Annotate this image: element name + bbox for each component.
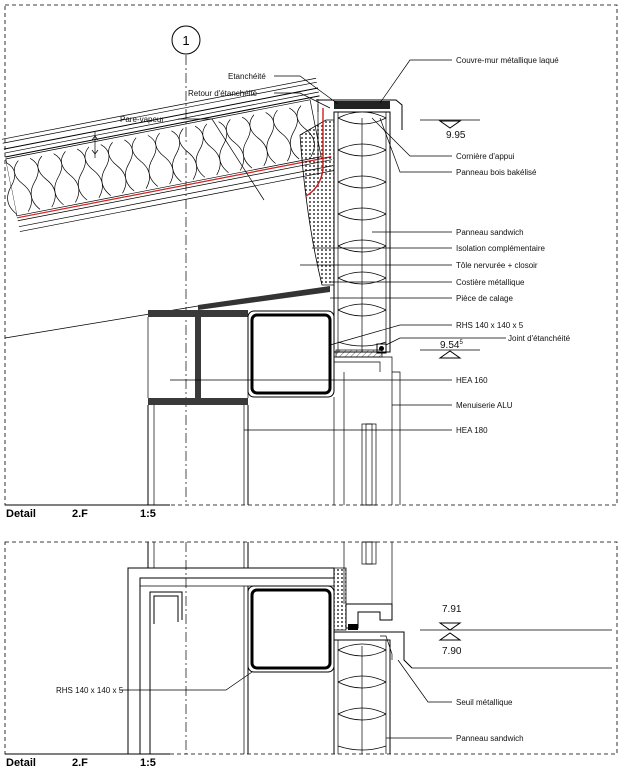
detail-top-label: Detail [6,508,36,520]
label-retour-etancheite: Retour d'étanchéité [188,89,258,98]
level-marker-top [420,120,480,141]
label-piece-calage: Pièce de calage [456,294,513,303]
rhs-section-bottom [248,586,334,672]
detail-top-scale: 1:5 [140,508,156,520]
label-etancheite: Etanchéité [228,72,266,81]
sealing-joint [336,350,382,357]
label-corniere: Cornière d'appui [456,152,515,161]
detail-bottom-scale: 1:5 [140,757,156,769]
label-panneau-sandwich-top: Panneau sandwich [456,228,524,237]
label-panneau-bois: Panneau bois bakélisé [456,168,537,177]
label-costiere: Costière métallique [456,278,525,287]
level-marker-bottom [420,340,480,358]
rhs-section-top [248,311,334,397]
label-pare-vapeur: Pare-vapeur [120,115,165,124]
label-seuil: Seuil métallique [456,698,513,707]
detail-bottom-label: Detail [6,757,36,769]
level-markers-bottom [412,604,612,668]
hea160-beam [148,310,248,405]
label-rhs-bottom: RHS 140 x 140 x 5 [56,686,124,695]
detail-top [0,5,617,520]
label-joint: Joint d'étanchéité [508,334,571,343]
label-panneau-sandwich-bottom: Panneau sandwich [456,734,524,743]
label-couvre-mur: Couvre-mur métallique laqué [456,56,559,65]
label-menuiserie: Menuiserie ALU [456,401,513,410]
detail-bottom [5,542,617,769]
metal-upstand [198,286,330,310]
level-7-91: 7.91 [442,604,462,615]
hea180-column [148,405,248,505]
sandwich-panel-bottom [334,640,390,754]
axis-marker [172,26,200,54]
alu-frame-bottom [344,542,392,630]
label-rhs-top: RHS 140 x 140 x 5 [456,321,524,330]
alu-frame-top [334,372,392,505]
level-9-95: 9.95 [446,130,466,141]
label-hea160: HEA 160 [456,376,488,385]
title-block-top [5,505,170,520]
level-9-54: 9.54$^5$ [440,340,463,351]
hea180-column-bottom [148,542,248,568]
label-tole: Tôle nervurée + closoir [456,261,538,270]
detail-top-number: 2.F [72,508,88,520]
label-hea180: HEA 180 [456,426,488,435]
detail-bottom-frame [5,542,617,754]
roof-buildup [0,78,334,232]
level-7-90: 7.90 [442,646,462,657]
axis-marker-label: 1 [182,33,190,48]
label-isolation: Isolation complémentaire [456,244,545,253]
title-block-bottom [5,754,170,769]
detail-bottom-number: 2.F [72,757,88,769]
complementary-insulation [300,120,334,285]
